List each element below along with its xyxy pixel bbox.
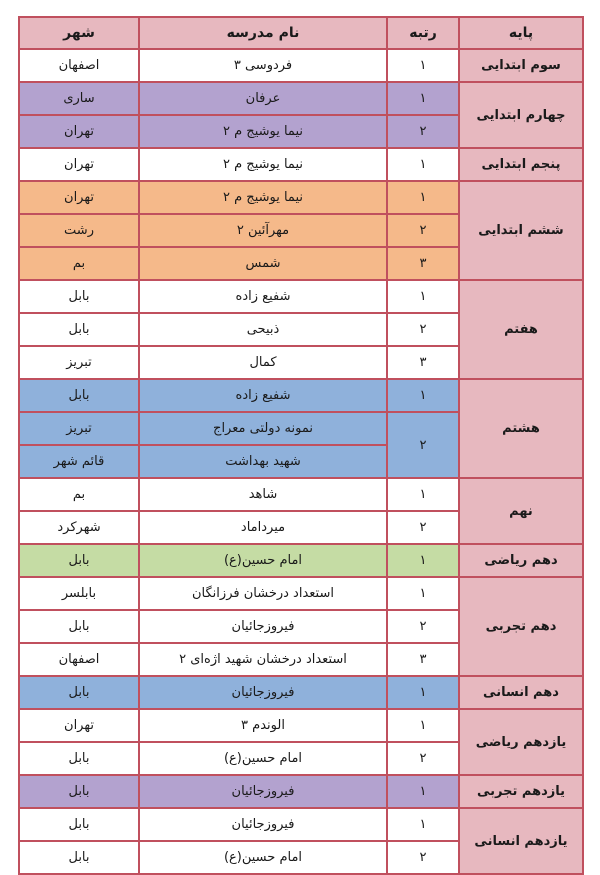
rankings-table bbox=[18, 16, 584, 875]
table-row bbox=[19, 49, 583, 82]
table-row bbox=[19, 775, 583, 808]
rank-cell: ۳ bbox=[387, 643, 459, 676]
grade-cell: سوم ابتدایی bbox=[459, 49, 583, 82]
grade-cell: نهم bbox=[459, 478, 583, 544]
school-cell: فیروزجائیان bbox=[139, 808, 387, 841]
school-cell: ذبیحی bbox=[139, 313, 387, 346]
table-row bbox=[19, 808, 583, 841]
grade-cell: ششم ابتدایی bbox=[459, 181, 583, 280]
city-cell: بابل bbox=[19, 676, 139, 709]
school-cell: شاهد bbox=[139, 478, 387, 511]
city-cell: بابل bbox=[19, 610, 139, 643]
table-row bbox=[19, 676, 583, 709]
rank-cell: ۱ bbox=[387, 775, 459, 808]
school-cell: نمونه دولتی معراج bbox=[139, 412, 387, 445]
rank-cell: ۲ bbox=[387, 742, 459, 775]
school-cell: شفیع زاده bbox=[139, 379, 387, 412]
results-sheet bbox=[18, 16, 582, 865]
school-cell: نیما یوشیج م ۲ bbox=[139, 115, 387, 148]
city-cell: بابل bbox=[19, 544, 139, 577]
header-grade: پایه bbox=[459, 17, 583, 49]
table-row bbox=[19, 148, 583, 181]
header-row bbox=[19, 17, 583, 49]
school-cell: امام حسین(ع) bbox=[139, 841, 387, 874]
rank-cell: ۲ bbox=[387, 841, 459, 874]
school-cell: امام حسین(ع) bbox=[139, 544, 387, 577]
table-row bbox=[19, 478, 583, 511]
city-cell: بابل bbox=[19, 775, 139, 808]
city-cell: قائم شهر bbox=[19, 445, 139, 478]
rank-cell: ۱ bbox=[387, 577, 459, 610]
rank-cell: ۱ bbox=[387, 544, 459, 577]
grade-cell: دهم انسانی bbox=[459, 676, 583, 709]
school-cell: فیروزجائیان bbox=[139, 775, 387, 808]
rank-cell: ۳ bbox=[387, 247, 459, 280]
table-row bbox=[19, 709, 583, 742]
school-cell: کمال bbox=[139, 346, 387, 379]
school-cell: شفیع زاده bbox=[139, 280, 387, 313]
table-row bbox=[19, 181, 583, 214]
rank-cell: ۲ bbox=[387, 214, 459, 247]
city-cell: تهران bbox=[19, 148, 139, 181]
header-school: نام مدرسه bbox=[139, 17, 387, 49]
school-cell: امام حسین(ع) bbox=[139, 742, 387, 775]
city-cell: تبریز bbox=[19, 346, 139, 379]
rank-cell: ۱ bbox=[387, 478, 459, 511]
table-row bbox=[19, 379, 583, 412]
rank-cell: ۲ bbox=[387, 412, 459, 478]
city-cell: بابل bbox=[19, 808, 139, 841]
rank-cell: ۱ bbox=[387, 148, 459, 181]
city-cell: بابل bbox=[19, 280, 139, 313]
school-cell: نیما یوشیج م ۲ bbox=[139, 148, 387, 181]
rank-cell: ۱ bbox=[387, 280, 459, 313]
city-cell: تهران bbox=[19, 709, 139, 742]
grade-cell: پنجم ابتدایی bbox=[459, 148, 583, 181]
school-cell: فیروزجائیان bbox=[139, 676, 387, 709]
grade-cell: هفتم bbox=[459, 280, 583, 379]
grade-cell: یازدهم ریاضی bbox=[459, 709, 583, 775]
school-cell: مهرآئین ۲ bbox=[139, 214, 387, 247]
table-row bbox=[19, 280, 583, 313]
rank-cell: ۲ bbox=[387, 610, 459, 643]
rank-cell: ۲ bbox=[387, 313, 459, 346]
grade-cell: دهم تجربی bbox=[459, 577, 583, 676]
table-row bbox=[19, 82, 583, 115]
grade-cell: یازدهم تجربی bbox=[459, 775, 583, 808]
city-cell: اصفهان bbox=[19, 49, 139, 82]
table-body bbox=[19, 49, 583, 874]
grade-cell: چهارم ابتدایی bbox=[459, 82, 583, 148]
city-cell: بابل bbox=[19, 841, 139, 874]
rank-cell: ۲ bbox=[387, 115, 459, 148]
table-row bbox=[19, 577, 583, 610]
school-cell: فردوسی ۳ bbox=[139, 49, 387, 82]
grade-cell: دهم ریاضی bbox=[459, 544, 583, 577]
school-cell: استعداد درخشان شهید اژه‌ای ۲ bbox=[139, 643, 387, 676]
city-cell: رشت bbox=[19, 214, 139, 247]
header-city: شهر bbox=[19, 17, 139, 49]
school-cell: استعداد درخشان فرزانگان bbox=[139, 577, 387, 610]
city-cell: تهران bbox=[19, 115, 139, 148]
city-cell: ساری bbox=[19, 82, 139, 115]
city-cell: بم bbox=[19, 478, 139, 511]
city-cell: اصفهان bbox=[19, 643, 139, 676]
rank-cell: ۱ bbox=[387, 379, 459, 412]
rank-cell: ۱ bbox=[387, 181, 459, 214]
rank-cell: ۱ bbox=[387, 676, 459, 709]
school-cell: الوندم ۳ bbox=[139, 709, 387, 742]
grade-cell: یازدهم انسانی bbox=[459, 808, 583, 874]
school-cell: نیما یوشیج م ۲ bbox=[139, 181, 387, 214]
school-cell: میرداماد bbox=[139, 511, 387, 544]
header-rank: رتبه bbox=[387, 17, 459, 49]
rank-cell: ۱ bbox=[387, 82, 459, 115]
school-cell: شهید بهداشت bbox=[139, 445, 387, 478]
grade-cell: هشتم bbox=[459, 379, 583, 478]
city-cell: بابلسر bbox=[19, 577, 139, 610]
school-cell: شمس bbox=[139, 247, 387, 280]
table-row bbox=[19, 544, 583, 577]
rank-cell: ۱ bbox=[387, 808, 459, 841]
rank-cell: ۱ bbox=[387, 709, 459, 742]
rank-cell: ۱ bbox=[387, 49, 459, 82]
city-cell: تبریز bbox=[19, 412, 139, 445]
city-cell: بابل bbox=[19, 379, 139, 412]
city-cell: بابل bbox=[19, 742, 139, 775]
rank-cell: ۳ bbox=[387, 346, 459, 379]
city-cell: تهران bbox=[19, 181, 139, 214]
school-cell: فیروزجائیان bbox=[139, 610, 387, 643]
rank-cell: ۲ bbox=[387, 511, 459, 544]
city-cell: بابل bbox=[19, 313, 139, 346]
city-cell: بم bbox=[19, 247, 139, 280]
city-cell: شهرکرد bbox=[19, 511, 139, 544]
school-cell: عرفان bbox=[139, 82, 387, 115]
